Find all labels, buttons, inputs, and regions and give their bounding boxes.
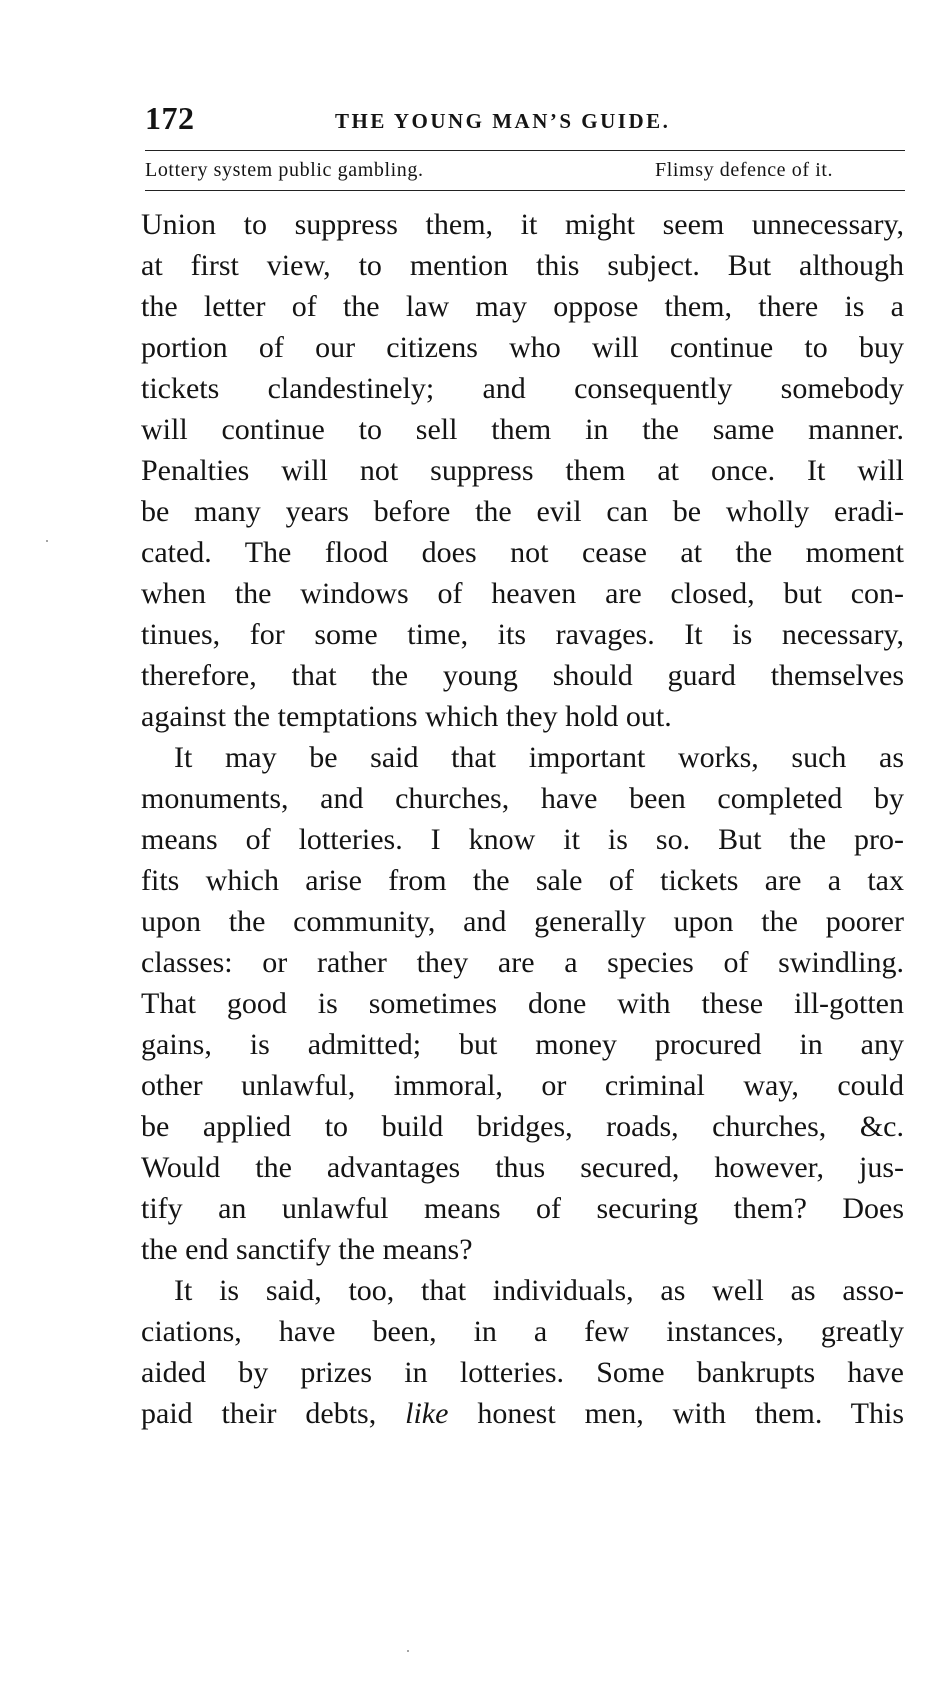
marginal-note-right: Flimsy defence of it. [655, 159, 834, 181]
text-line: other unlawful, immoral, or criminal way, could [141, 1069, 904, 1102]
text-line: upon the community, and generally upon the poorer [141, 905, 904, 938]
text-line: ciations, have been, in a few instances, greatly [141, 1315, 904, 1348]
paragraph [141, 737, 904, 1270]
paragraph [141, 1270, 904, 1434]
text-line: when the windows of heaven are closed, but con- [141, 577, 904, 610]
text-line: Would the advantages thus secured, however, jus- [141, 1151, 904, 1184]
text-line: aided by prizes in lotteries. Some bankrupts have [141, 1356, 904, 1389]
text-line: It is said, too, that individuals, as well as asso- [174, 1274, 904, 1307]
text-line: paid their debts, like honest men, with them. This [141, 1397, 905, 1430]
text-line: monuments, and churches, have been completed by [141, 782, 904, 815]
text-line: tinues, for some time, its ravages. It is necessary, [141, 618, 904, 651]
text-line: That good is sometimes done with these ill-gotten [141, 987, 904, 1020]
marginal-note-left: Lottery system public gambling. [145, 159, 424, 181]
text-line: portion of our citizens who will continue to buy [141, 331, 904, 364]
paper-speck [407, 1650, 409, 1652]
page-number: 172 [145, 100, 195, 136]
emphasis: like [405, 1397, 449, 1430]
text-line: classes: or rather they are a species of swindling. [141, 946, 904, 979]
text-line: will continue to sell them in the same manner. [141, 413, 904, 446]
text-line: means of lotteries. I know it is so. But the pro- [141, 823, 904, 856]
running-head [145, 100, 905, 140]
header-rule-top [145, 150, 905, 151]
text-line: be applied to build bridges, roads, churches, &c. [141, 1110, 904, 1143]
text-line: It may be said that important works, such as [174, 741, 904, 774]
text-line: therefore, that the young should guard themselves [141, 659, 904, 692]
book-title: THE YOUNG MAN’S GUIDE. [335, 109, 671, 133]
text-line: cated. The flood does not cease at the moment [141, 536, 904, 569]
text-line: tickets clandestinely; and consequently somebody [141, 372, 904, 405]
body-text [141, 204, 904, 1434]
text-line: the end sanctify the means? [141, 1233, 473, 1266]
text-line: gains, is admitted; but money procured in any [141, 1028, 904, 1061]
header-rule-bottom [145, 190, 905, 191]
text-line: be many years before the evil can be wholly eradi- [141, 495, 904, 528]
paper-speck [46, 540, 48, 542]
text-line: at first view, to mention this subject. But although [141, 249, 904, 282]
text-line: Union to suppress them, it might seem unnecessary, [141, 208, 904, 241]
text-line: against the temptations which they hold out. [141, 700, 672, 733]
text-line: Penalties will not suppress them at once. It will [141, 454, 904, 487]
text-line: the letter of the law may oppose them, there is a [141, 290, 904, 323]
text-line: fits which arise from the sale of tickets are a tax [141, 864, 904, 897]
paragraph [141, 204, 904, 737]
text-line: tify an unlawful means of securing them? Does [141, 1192, 904, 1225]
